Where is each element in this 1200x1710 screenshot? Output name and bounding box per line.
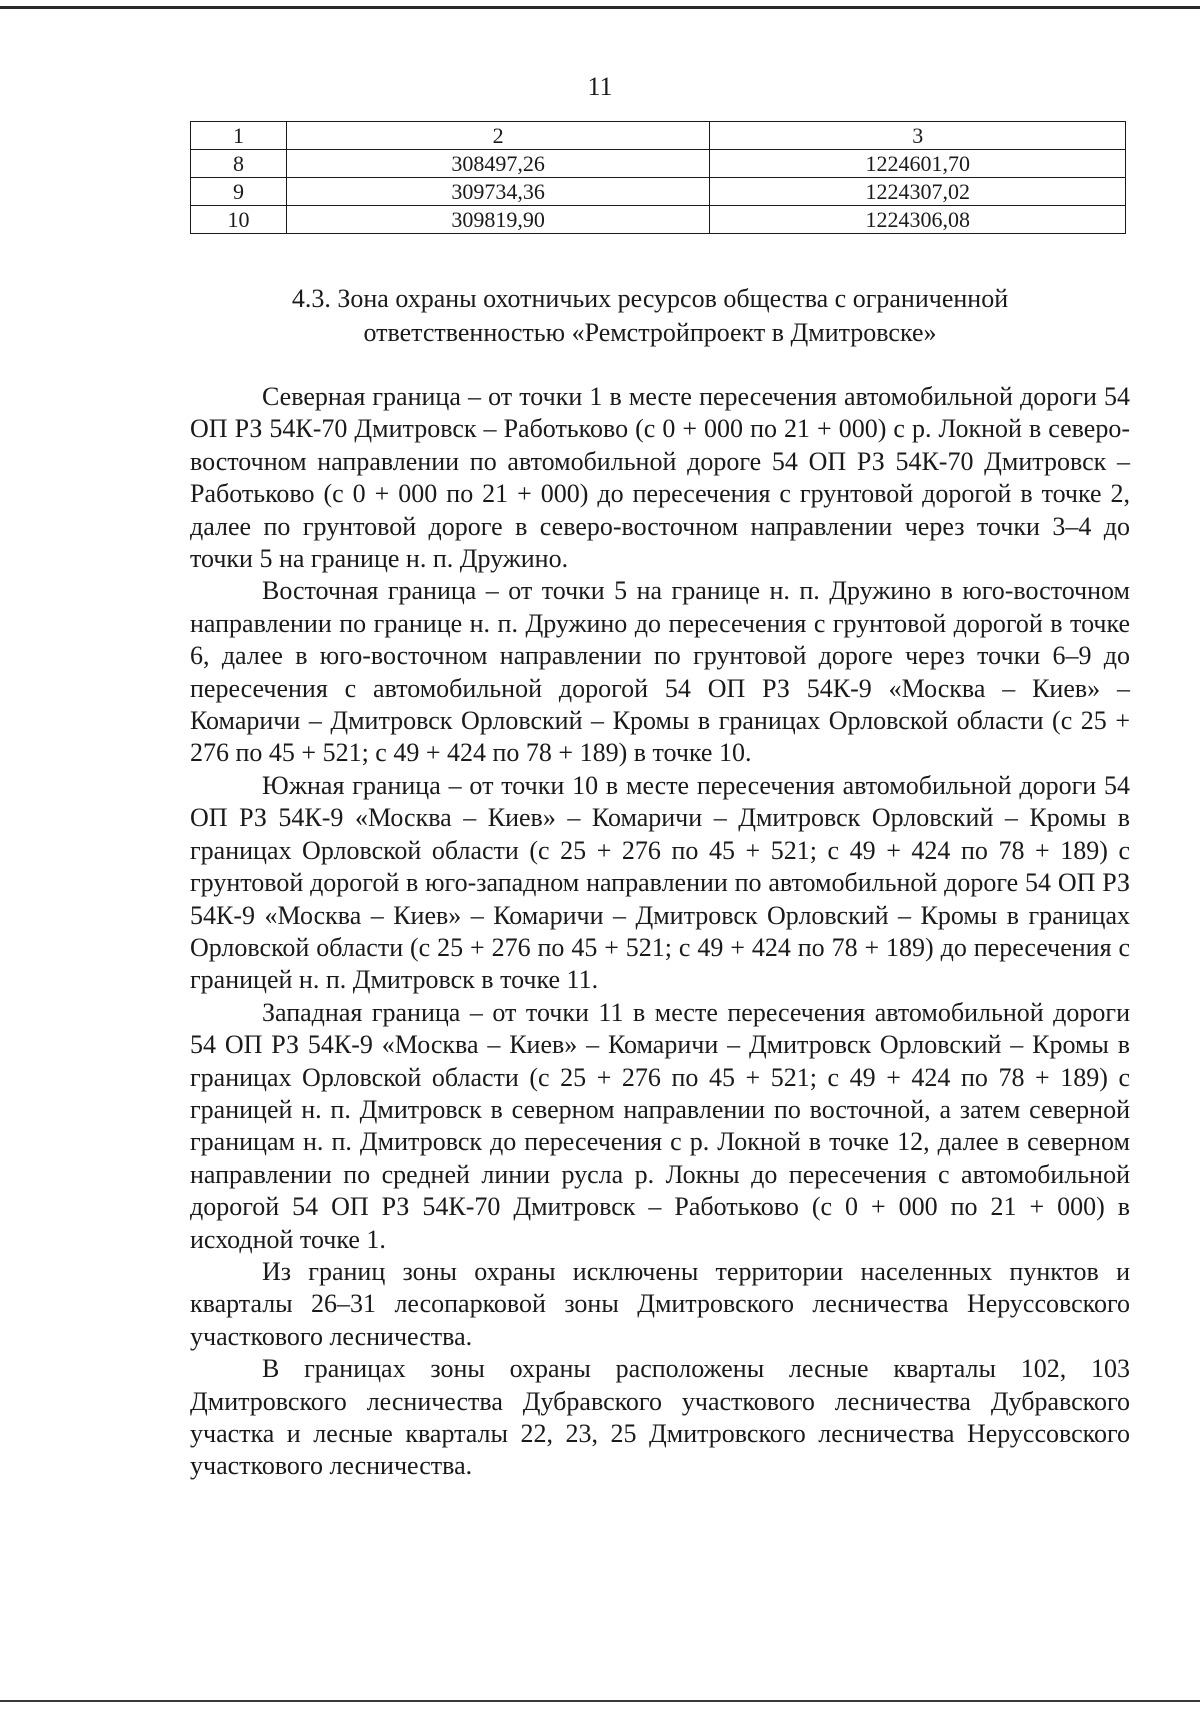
section-heading	[150, 282, 1150, 350]
table-cell-x: 308497,26	[286, 150, 710, 178]
table-header-cell: 3	[710, 122, 1126, 150]
table-cell-point: 9	[191, 178, 287, 206]
coordinates-table	[190, 121, 1126, 234]
page-number: 11	[587, 72, 613, 101]
table-row	[191, 206, 1126, 234]
table-cell-y: 1224307,02	[710, 178, 1126, 206]
table-cell-x: 309819,90	[286, 206, 710, 234]
table-header-row	[191, 122, 1126, 150]
table-cell-point: 10	[191, 206, 287, 234]
paragraph-north-border: Северная граница – от точки 1 в месте пересечения автомобильной дороги 54 ОП РЗ 54К-70 Дмитровск – Работьково (с 0 + 000 по 21 + 000) с р. Локной в северо-восточном направлении по автомобильной дороге 54 ОП РЗ 54К-70 Дмитровск – Работьково (с 0 + 000 по 21 + 000) до пересечения с грунтовой дорогой в точке 2, далее по грунтовой дороге в северо-восточном направлении через точки 3–4 до точки 5 на границе н. п. Дружино.	[190, 382, 1130, 574]
paragraph-east-border: Восточная граница – от точки 5 на границе н. п. Дружино в юго-восточном направлении по границе н. п. Дружино до пересечения с грунтовой дорогой в точке 6, далее в юго-восточном направлении по грунтовой дороге через точки 6–9 до пересечения с автомобильной дорогой 54 ОП РЗ 54К-9 «Москва – Киев» – Комаричи – Дмитровск Орловский – Кромы в границах Орловской области (с 25 + 276 по 45 + 521; с 49 + 424 по 78 + 189) в точке 10.	[190, 576, 1130, 768]
table-header-cell: 2	[286, 122, 710, 150]
section-heading-line: 4.3. Зона охраны охотничьих ресурсов общества с ограниченной	[291, 284, 1009, 313]
paragraph-exclusions: Из границ зоны охраны исключены территории населенных пунктов и кварталы 26–31 лесопарковой зоны Дмитровского лесничества Неруссовского участкового лесничества.	[190, 1256, 1130, 1351]
paragraph-south-border: Южная граница – от точки 10 в месте пересечения автомобильной дороги 54 ОП РЗ 54К-9 «Москва – Киев» – Комаричи – Дмитровск Орловский – Кромы в границах Орловской области (с 25 + 276 по 45 + 521; с 49 + 424 по 78 + 189) с грунтовой дорогой в юго-западном направлении по автомобильной дороге 54 ОП РЗ 54К-9 «Москва – Киев» – Комаричи – Дмитровск Орловский – Кромы в границах Орловской области (с 25 + 276 по 45 + 521; с 49 + 424 по 78 + 189) до пересечения с границей н. п. Дмитровск в точке 11.	[190, 770, 1130, 995]
table-row	[191, 178, 1126, 206]
table-header-cell: 1	[191, 122, 287, 150]
paragraph-west-border: Западная граница – от точки 11 в месте пересечения автомобильной дороги 54 ОП РЗ 54К-9 «Москва – Киев» – Комаричи – Дмитровск Орловский – Кромы в границах Орловской области (с 25 + 276 по 45 + 521; с 49 + 424 по 78 + 189) с границей н. п. Дмитровск в северном направлении по восточной, а затем северной границам н. п. Дмитровск до пересечения с р. Локной в точке 12, далее в северном направлении по средней линии русла р. Локны до пересечения с автомобильной дорогой 54 ОП РЗ 54К-70 Дмитровск – Работьково (с 0 + 000 по 21 + 000) в исходной точке 1.	[190, 997, 1130, 1254]
section-body	[190, 381, 1130, 1483]
table-row	[191, 150, 1126, 178]
section-heading-line: ответственностью «Ремстройпроект в Дмитровске»	[363, 318, 937, 347]
table-cell-x: 309734,36	[286, 178, 710, 206]
scan-edge-top	[0, 6, 1200, 9]
table-cell-point: 8	[191, 150, 287, 178]
table-cell-y: 1224306,08	[710, 206, 1126, 234]
scan-edge-bottom	[0, 1700, 1200, 1702]
table-cell-y: 1224601,70	[710, 150, 1126, 178]
paragraph-forest-quarters: В границах зоны охраны расположены лесные кварталы 102, 103 Дмитровского лесничества Дубравского участкового лесничества Дубравского участка и лесные кварталы 22, 23, 25 Дмитровского лесничества Неруссовского участкового лесничества.	[190, 1354, 1130, 1481]
